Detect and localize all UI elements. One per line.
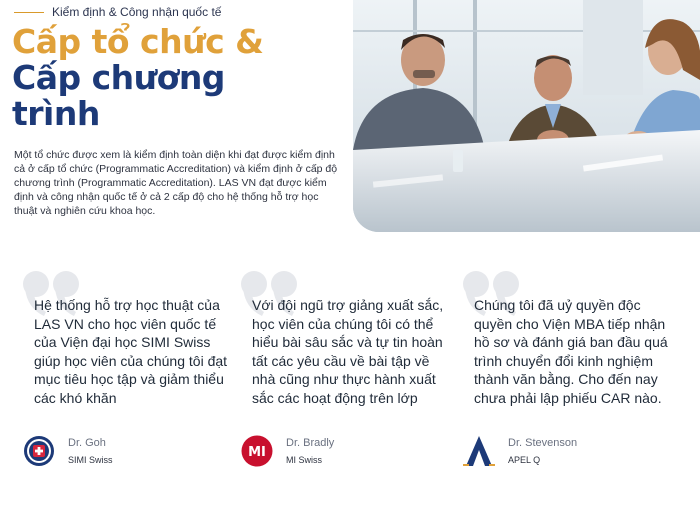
author-name: Dr. Bradly <box>286 437 335 449</box>
page-title-line-1: Cấp tổ chức & <box>12 22 264 61</box>
testimonial-quote: Với đội ngũ trợ giảng xuất sắc, học viên của chúng tôi có thể hiểu bài sâu sắc và tự tin hoàn tất các yêu cầu về bài tập về nhà cũng như thực hành xuất sắc các hoạt động trên lớp <box>252 297 444 406</box>
testimonial-author <box>462 434 577 468</box>
testimonial-card-goh <box>22 270 232 490</box>
page-title-line-2: Cấp chương <box>12 58 225 97</box>
meeting-photo-illustration <box>353 0 700 232</box>
meeting-photo <box>353 0 700 232</box>
author-name: Dr. Goh <box>68 437 106 449</box>
simi-swiss-seal-icon <box>22 434 56 468</box>
intro-paragraph: Một tổ chức được xem là kiểm định toàn diện khi đạt được kiểm định cả ở cấp tổ chức (Programmatic Accreditation) và kiểm định ở cấp độ chương trình (Programmatic Accreditation). LAS VN đạt được kiểm định và công nhận quốc tế ở cả 2 cấp độ cho hệ thống hỗ trợ học thuật và nghiên cứu khoa học. <box>14 149 338 217</box>
eyebrow <box>14 5 221 19</box>
author-organization: SIMI Swiss <box>68 455 113 465</box>
page-title-line-3: trình <box>12 94 100 133</box>
eyebrow-label: Kiểm định & Công nhận quốc tế <box>52 5 222 19</box>
eyebrow-divider <box>14 12 44 13</box>
mi-swiss-logo-icon <box>240 434 274 468</box>
apel-q-logo-icon <box>462 434 496 468</box>
testimonial-quote: Hệ thống hỗ trợ học thuật của LAS VN cho học viên quốc tế của Viện đại học SIMI Swiss giúp học viên của chúng tôi đạt mục tiêu học tập và giảm thiểu các khó khăn <box>34 297 228 406</box>
page-title <box>12 24 263 132</box>
mi-logo-text: MI <box>248 445 266 460</box>
author-name: Dr. Stevenson <box>508 437 578 449</box>
author-organization: MI Swiss <box>286 455 322 465</box>
testimonial-card-bradly <box>240 270 450 490</box>
testimonial-card-stevenson <box>462 270 672 490</box>
testimonial-author <box>240 434 334 468</box>
testimonial-author <box>22 434 113 468</box>
author-organization: APEL Q <box>508 455 541 465</box>
testimonials-section <box>0 270 700 490</box>
testimonial-quote: Chúng tôi đã uỷ quyền độc quyền cho Viện MBA tiếp nhận hồ sơ và đánh giá ban đầu quá trình chuyển đổi kinh nghiệm thành văn bằng. Cho đến nay chưa phải lập phiếu CAR nào. <box>474 297 668 406</box>
